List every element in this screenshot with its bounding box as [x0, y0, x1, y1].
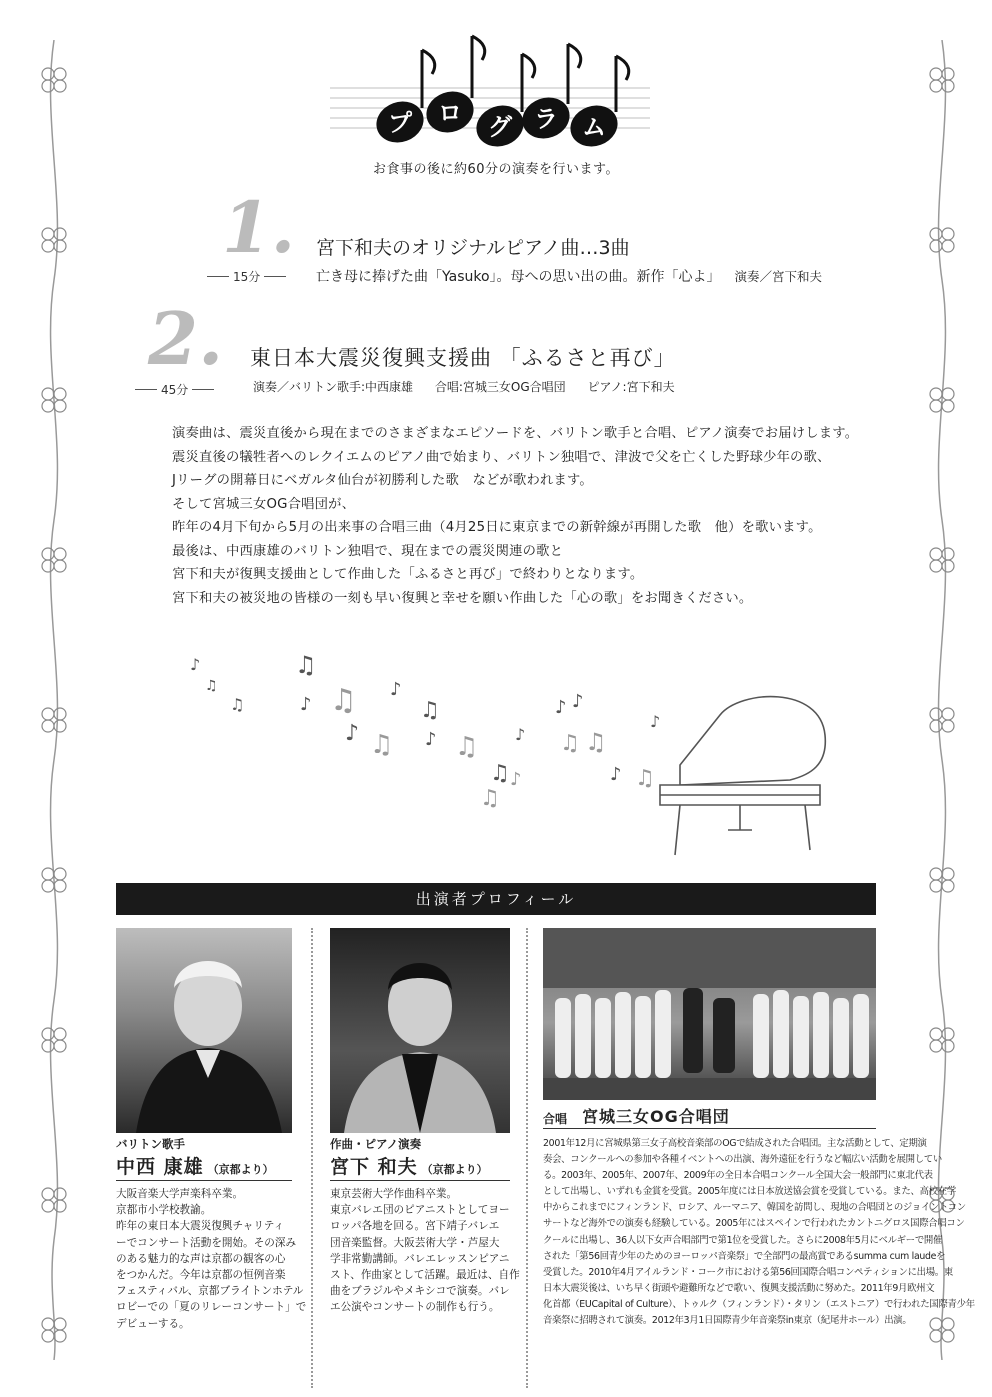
program-description-body	[172, 422, 892, 610]
note-icon: ♫	[330, 683, 357, 718]
title-char-1: プ	[388, 109, 412, 137]
title-char-5: ム	[582, 113, 606, 141]
note-icon: ♫	[455, 732, 479, 762]
bio-line: をつかんだ。今年は京都の恒例音楽	[116, 1269, 286, 1282]
bio-line: エ公演やコンサートの制作も行う。	[330, 1301, 500, 1314]
bio-line: る。2003年、2005年、2007年、2009年の全日本合唱コンクール全国大会一般部門に東北代表	[543, 1170, 933, 1182]
bio-line: 東京バレエ団のピアニストとしてヨー	[330, 1204, 510, 1217]
program-duration-1	[207, 268, 286, 285]
bio-line: 学非常勤講師。バレエレッスンピアニ	[330, 1252, 510, 1265]
name-text: 中西 康雄	[116, 1156, 204, 1178]
bio-line: 音楽祭に招聘されて演奏。2012年3月1日国際青少年音楽祭in東京（紀尾井ホール）出演。	[543, 1315, 912, 1327]
body-line: Jリーグの開幕日にベガルタ仙台が初勝利した歌 などが歌われます。	[172, 473, 593, 488]
credit-item: 演奏／バリトン歌手:中西康雄	[253, 380, 414, 394]
column-divider	[526, 928, 528, 1388]
bio-line: 東京芸術大学作曲科卒業。	[330, 1188, 458, 1200]
note-icon: ♪	[510, 769, 522, 790]
bio-line: 京都市小学校教諭。	[116, 1204, 212, 1217]
performer-bio-3	[543, 1136, 975, 1329]
title-char-2: ロ	[438, 99, 462, 127]
program-number-1: 1.	[222, 186, 296, 269]
note-icon: ♫	[230, 695, 245, 714]
bio-line: フェスティバル、京都ブライトンホテル	[116, 1285, 304, 1298]
note-icon: ♫	[370, 730, 394, 760]
left-clover-border	[34, 40, 74, 1360]
duration-label: 15分	[233, 270, 261, 284]
note-icon: ♫	[490, 761, 510, 786]
bio-line: 曲をブラジルやメキシコで演奏。バレ	[330, 1285, 510, 1298]
origin-text: （京都より）	[207, 1163, 274, 1176]
body-line: 昨年の4月下旬から5月の出来事の合唱三曲（4月25日に東京までの新幹線が再開した歌 他）を歌います。	[172, 520, 822, 535]
description-text: 亡き母に捧げた曲「Yasuko」。母への思い出の曲。新作「心よ」	[316, 269, 721, 285]
bio-line: ーでコンサート活動を開始。その深み	[116, 1236, 297, 1249]
divider	[330, 1180, 510, 1181]
bio-line: 昨年の東日本大震災復興チャリティ	[116, 1220, 285, 1233]
nakanishi-photo	[116, 928, 292, 1133]
bio-line: 団音楽監督。大阪芸術大学・芦屋大	[330, 1236, 500, 1249]
bio-line: 化首都（EUCapital of Culture）、トゥルク（フィンランド）・タリン（エストニア）で行われた国際青少年	[543, 1298, 975, 1310]
note-icon: ♫	[420, 698, 440, 723]
body-line: 震災直後の犠牲者へのレクイエムのピアノ曲で始まり、バリトン独唱で、津波で父を亡くした野球少年の歌、	[172, 449, 831, 465]
note-icon: ♫	[585, 728, 607, 756]
bio-line: スト、作曲家として活躍。最近は、自作	[330, 1269, 520, 1282]
performer-text: 演奏／宮下和夫	[734, 269, 823, 284]
body-line: 宮下和夫が復興支援曲として作曲した「ふるさと再び」で終わりとなります。	[172, 567, 644, 582]
program-title-2: 東日本大震災復興支援曲 「ふるさと再び」	[250, 346, 676, 370]
note-icon: ♪	[572, 691, 584, 712]
note-icon: ♫	[560, 731, 580, 756]
program-description-1	[316, 266, 822, 286]
bio-line: のある魅力的な声は京都の観客の心	[116, 1252, 286, 1265]
music-notes-piano-illustration	[180, 645, 860, 865]
bio-line: 2001年12月に宮城県第三女子高校音楽部のOGで結成された合唱団。主な活動として、定期演	[543, 1138, 927, 1149]
name-text: 宮下 和夫	[330, 1156, 418, 1178]
bio-line: デビューする。	[116, 1317, 190, 1330]
note-icon: ♪	[390, 679, 402, 700]
divider	[116, 1180, 292, 1181]
program-credits-2	[253, 378, 693, 395]
note-icon: ♪	[345, 721, 360, 746]
performer-name-1	[116, 1152, 274, 1179]
column-divider	[311, 928, 313, 1388]
credit-item: ピアノ:宮下和夫	[587, 380, 675, 394]
note-icon: ♪	[515, 725, 526, 744]
program-duration-2	[135, 381, 214, 398]
note-icon: ♪	[650, 712, 661, 731]
title-char-3: グ	[488, 113, 512, 141]
page-subtitle: お食事の後に約60分の演奏を行います。	[372, 162, 619, 177]
performer-name-2	[330, 1152, 488, 1179]
bio-line: ロビーでの「夏のリレーコンサート」で	[116, 1301, 307, 1314]
note-icon: ♪	[555, 697, 567, 718]
performer-bio-2	[330, 1186, 520, 1316]
performer-role-2: 作曲・ピアノ演奏	[330, 1137, 422, 1151]
profile-section-heading: 出演者プロフィール	[116, 883, 876, 915]
note-icon: ♪	[425, 729, 437, 750]
bio-line: 中からこれまでにフィンランド、ロシア、ルーマニア、韓国を訪問し、現地の合唱団とのジョイントコン	[543, 1202, 966, 1214]
performer-bio-1	[116, 1186, 306, 1332]
bio-line: として出場し、いずれも金賞を受賞。2005年度には日本放送協会賞を受賞している。また、高校在学	[543, 1186, 956, 1198]
body-line: 演奏曲は、震災直後から現在までのさまざまなエピソードを、バリトン歌手と合唱、ピアノ演奏でお届けします。	[172, 426, 859, 441]
note-icon: ♪	[610, 764, 622, 785]
choir-photo	[543, 928, 876, 1100]
bio-line: 日本大震災後は、いち早く街頭や避難所などで歌い、復興支援活動に努めた。2011年9月欧州文	[543, 1282, 935, 1294]
title-char-4: ラ	[534, 105, 558, 133]
body-line: そして宮城三女OG合唱団が、	[172, 496, 356, 512]
duration-label: 45分	[161, 383, 189, 397]
bio-line: 大阪音楽大学声楽科卒業。	[116, 1188, 244, 1200]
note-icon: ♫	[480, 786, 500, 811]
note-icon: ♫	[295, 651, 317, 679]
bio-line: された「第56回青少年のためのヨーロッパ音楽祭」で全部門の最高賞であるsumma cum laudeを	[543, 1250, 946, 1262]
bio-line: サートなど海外での演奏も経験している。2005年にはスペインで行われたカントニグロス国際合唱コン	[543, 1218, 965, 1230]
program-title-graphic	[330, 30, 650, 160]
divider	[543, 1128, 876, 1129]
program-number-2: 2.	[148, 296, 224, 381]
body-line: 宮下和夫の被災地の皆様の一刻も早い復興と幸せを願い作曲した「心の歌」をお聞きください。	[172, 590, 753, 606]
note-icon: ♫	[635, 766, 655, 791]
bio-line: ロッパ各地を回る。宮下靖子バレエ	[330, 1220, 500, 1233]
note-icon: ♪	[300, 694, 312, 715]
note-icon: ♫	[205, 678, 218, 694]
body-line: 最後は、中西康雄のバリトン独唱で、現在までの震災関連の歌と	[172, 543, 564, 559]
grand-piano-icon	[660, 697, 825, 855]
miyashita-photo	[330, 928, 510, 1133]
note-icon: ♪	[190, 655, 201, 674]
bio-line: 受賞した。2010年4月アイルランド・コーク市における第56回国際合唱コンペティションに出場。東	[543, 1266, 953, 1278]
performer-name-3: 宮城三女OG合唱団	[582, 1107, 730, 1126]
origin-text: （京都より）	[421, 1163, 488, 1176]
performer-role-3: 合唱	[543, 1112, 568, 1126]
performer-role-1: バリトン歌手	[116, 1137, 185, 1151]
bio-line: クールに出場し、36人以下女声合唱部門で第1位を受賞した。さらに2008年5月にベルギーで開催	[543, 1234, 943, 1246]
program-title-1: 宮下和夫のオリジナルピアノ曲…3曲	[316, 237, 630, 259]
bio-line: 奏会、コンクールへの参加や各種イベントへの出演、海外遠征を行うなど幅広い活動を展開してい	[543, 1154, 942, 1166]
credit-item: 合唱:宮城三女OG合唱団	[434, 380, 566, 394]
